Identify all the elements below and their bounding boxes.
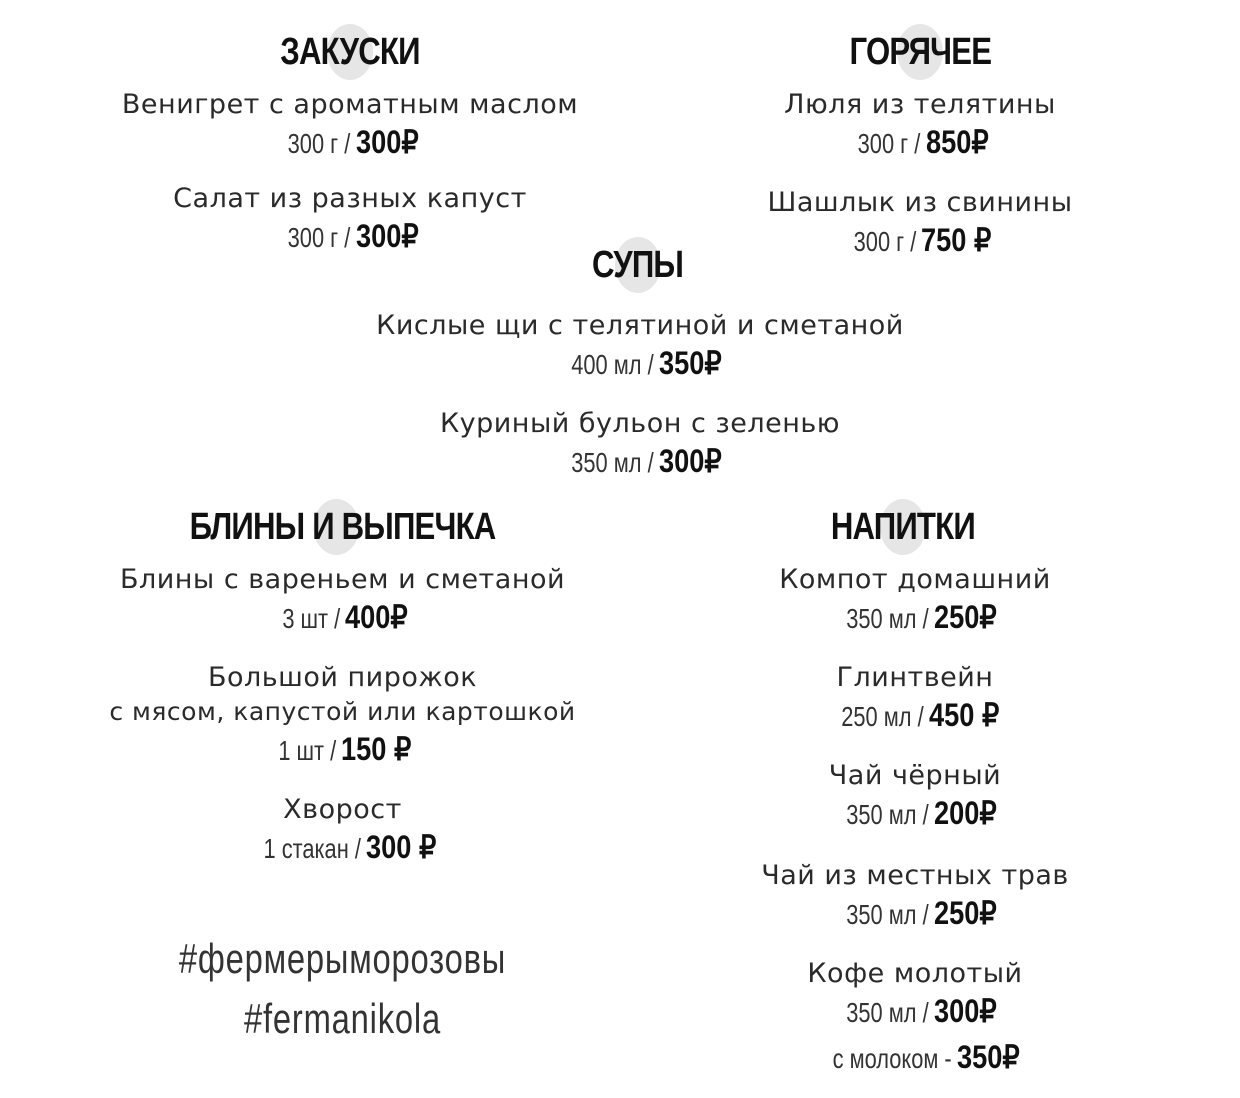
menu-item-name: Кислые щи с телятиной и сметаной xyxy=(376,310,904,341)
menu-item-name: Кофе молотый xyxy=(807,958,1023,989)
menu-item-name: Блины с вареньем и сметаной xyxy=(119,564,566,595)
menu-item-price: 300 ₽ xyxy=(366,829,437,865)
menu-item-name: Компот домашний xyxy=(779,564,1051,595)
menu-item-portion: 3 шт / xyxy=(282,603,341,634)
menu-item-portion: 400 мл / xyxy=(570,349,654,380)
menu-item xyxy=(680,759,1150,839)
menu-item xyxy=(680,563,1150,643)
menu-item-portion: 300 г / xyxy=(853,226,917,257)
menu-item-price: 300₽ xyxy=(355,124,419,160)
menu-item-price: 300₽ xyxy=(355,218,419,254)
menu-item-name: Шашлык из свинины xyxy=(767,187,1073,218)
menu-item-description: с мясом, капустой или картошкой xyxy=(109,697,576,726)
menu-item-price: 850₽ xyxy=(925,124,989,160)
menu-item-portion: 1 шт / xyxy=(277,735,336,766)
menu-item-name: Люля из телятины xyxy=(784,89,1056,120)
menu-item-portion: 250 мл / xyxy=(841,701,924,732)
menu-item xyxy=(680,859,1150,939)
hashtags xyxy=(80,929,605,1049)
section-title-goryachee: ГОРЯЧЕЕ xyxy=(849,30,991,74)
menu-item-price: 400₽ xyxy=(345,599,408,635)
menu-item xyxy=(680,88,1160,168)
menu-item-name: Глинтвейн xyxy=(836,662,994,693)
menu-item-price: 150 ₽ xyxy=(340,731,412,767)
menu-item-portion: 300 г / xyxy=(288,222,351,253)
menu-item-portion: 350 мл / xyxy=(845,899,929,930)
menu-item xyxy=(80,793,605,873)
menu-item-price: 300₽ xyxy=(933,993,997,1029)
section-title-supy: СУПЫ xyxy=(592,243,683,287)
menu-item-name: Большой пирожок xyxy=(207,662,478,693)
section-zakuski xyxy=(90,30,610,262)
menu-item-name: Куриный бульон с зеленью xyxy=(439,408,841,439)
section-goryachee xyxy=(680,30,1160,266)
menu-item xyxy=(680,661,1150,741)
menu-item-price: 250₽ xyxy=(933,895,997,931)
menu-item-price: 750 ₽ xyxy=(921,222,992,258)
menu-item-price: 350₽ xyxy=(658,345,722,381)
menu-item-name: Салат из разных капуст xyxy=(173,183,527,214)
menu-item-price-extra: 350₽ xyxy=(957,1039,1020,1075)
section-bliny xyxy=(80,505,605,1049)
menu-item-price: 450 ₽ xyxy=(929,697,1000,733)
menu-item-price: 250₽ xyxy=(933,599,997,635)
hashtag: #фермерыморозовы xyxy=(178,935,507,982)
menu-item-portion: 1 стакан / xyxy=(263,833,362,864)
section-napitki xyxy=(680,505,1150,1083)
section-supy xyxy=(340,243,940,487)
hashtag: #fermanikola xyxy=(244,995,441,1042)
menu-item xyxy=(80,563,605,643)
menu-item xyxy=(90,88,610,168)
menu-item-portion: 350 мл / xyxy=(845,997,929,1028)
menu-item xyxy=(680,957,1150,1083)
menu-item xyxy=(340,407,940,487)
menu-item-portion: 350 мл / xyxy=(570,447,654,478)
menu-item-name: Венигрет с ароматным маслом xyxy=(121,89,579,120)
menu-item-portion: 350 мл / xyxy=(845,799,929,830)
menu-item-name: Чай из местных трав xyxy=(761,860,1069,891)
menu-item-portion: 300 г / xyxy=(288,128,351,159)
menu-item-portion-extra: с молоком - xyxy=(832,1043,952,1074)
section-title-napitki: НАПИТКИ xyxy=(831,505,975,549)
menu-item-price: 300₽ xyxy=(658,443,722,479)
menu-item-name: Чай чёрный xyxy=(828,760,1002,791)
menu-item-portion: 350 мл / xyxy=(845,603,929,634)
section-title-bliny: БЛИНЫ И ВЫПЕЧКА xyxy=(190,505,496,549)
menu-item-price: 200₽ xyxy=(933,795,997,831)
menu-item-name: Хворост xyxy=(283,794,402,825)
menu-item xyxy=(80,661,605,775)
menu-item-portion: 300 г / xyxy=(858,128,921,159)
section-title-zakuski: ЗАКУСКИ xyxy=(280,30,419,74)
menu-item xyxy=(340,309,940,389)
